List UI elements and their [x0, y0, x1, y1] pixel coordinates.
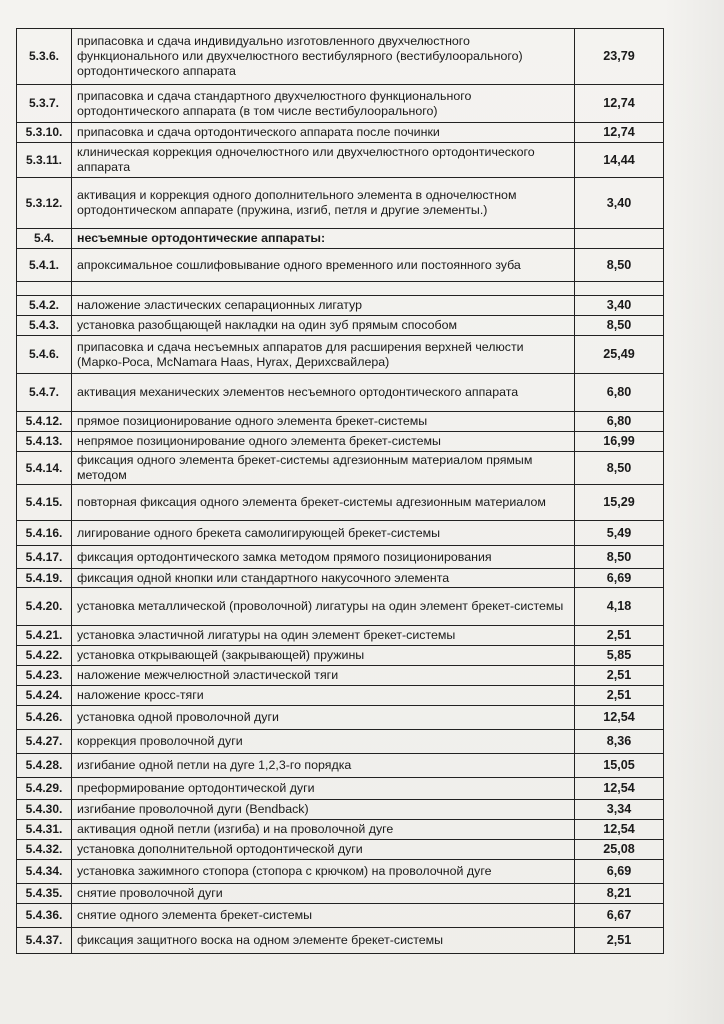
table-row — [17, 521, 664, 546]
row-description: преформирование ортодонтической дуги — [72, 778, 575, 800]
row-description: активация одной петли (изгиба) и на проволочной дуге — [72, 820, 575, 840]
row-description: установка эластичной лигатуры на один элемент брекет-системы — [72, 626, 575, 646]
row-description: установка разобщающей накладки на один зуб прямым способом — [72, 316, 575, 336]
table-row — [17, 178, 664, 229]
row-description: установка дополнительной ортодонтической дуги — [72, 840, 575, 860]
row-price: 25,49 — [575, 336, 664, 374]
row-code: 5.4.23. — [17, 666, 72, 686]
row-code: 5.4.12. — [17, 412, 72, 432]
row-code: 5.4.13. — [17, 432, 72, 452]
table-row — [17, 588, 664, 626]
table-row — [17, 730, 664, 754]
row-code: 5.4. — [17, 229, 72, 249]
row-code: 5.4.7. — [17, 374, 72, 412]
row-description: наложение кросс-тяги — [72, 686, 575, 706]
price-table-body — [17, 29, 664, 954]
row-code: 5.4.27. — [17, 730, 72, 754]
row-description: наложение эластических сепарационных лигатур — [72, 296, 575, 316]
table-row — [17, 123, 664, 143]
row-price: 5,49 — [575, 521, 664, 546]
table-row — [17, 778, 664, 800]
row-description: установка металлической (проволочной) лигатуры на один элемент брекет-системы — [72, 588, 575, 626]
row-price: 12,74 — [575, 85, 664, 123]
row-price: 5,85 — [575, 646, 664, 666]
row-price: 8,50 — [575, 546, 664, 569]
table-row — [17, 884, 664, 904]
row-code: 5.4.21. — [17, 626, 72, 646]
table-row — [17, 820, 664, 840]
row-price: 3,34 — [575, 800, 664, 820]
row-price: 8,36 — [575, 730, 664, 754]
table-row — [17, 249, 664, 282]
row-code: 5.4.19. — [17, 569, 72, 588]
row-price: 6,80 — [575, 412, 664, 432]
row-price — [575, 282, 664, 296]
row-description: активация и коррекция одного дополнительного элемента в одночелюстном ортодонтическом аппарате (пружина, изгиб, петля и другие элементы.) — [72, 178, 575, 229]
row-price: 3,40 — [575, 296, 664, 316]
row-description: изгибание одной петли на дуге 1,2,3-го порядка — [72, 754, 575, 778]
row-description: установка одной проволочной дуги — [72, 706, 575, 730]
row-price: 12,74 — [575, 123, 664, 143]
row-code: 5.4.28. — [17, 754, 72, 778]
row-code: 5.3.12. — [17, 178, 72, 229]
row-description: клиническая коррекция одночелюстного или двухчелюстного ортодонтического аппарата — [72, 143, 575, 178]
table-row — [17, 336, 664, 374]
table-row — [17, 666, 664, 686]
row-description: непрямое позиционирование одного элемента брекет-системы — [72, 432, 575, 452]
row-description: припасовка и сдача стандартного двухчелюстного функционального ортодонтического аппарата (в том числе вестибулоорального) — [72, 85, 575, 123]
row-code: 5.4.6. — [17, 336, 72, 374]
table-row-empty — [17, 282, 664, 296]
table-row — [17, 800, 664, 820]
row-description: снятие проволочной дуги — [72, 884, 575, 904]
row-description: припасовка и сдача ортодонтического аппарата после починки — [72, 123, 575, 143]
row-code: 5.4.3. — [17, 316, 72, 336]
table-row — [17, 452, 664, 485]
row-price: 8,21 — [575, 884, 664, 904]
row-description: наложение межчелюстной эластической тяги — [72, 666, 575, 686]
row-price: 4,18 — [575, 588, 664, 626]
row-description: установка зажимного стопора (стопора с крючком) на проволочной дуге — [72, 860, 575, 884]
table-row — [17, 432, 664, 452]
table-row — [17, 412, 664, 432]
row-price: 8,50 — [575, 316, 664, 336]
row-code: 5.3.6. — [17, 29, 72, 85]
section-heading: несъемные ортодонтические аппараты: — [72, 229, 575, 249]
table-row — [17, 840, 664, 860]
row-price: 3,40 — [575, 178, 664, 229]
row-code: 5.4.36. — [17, 904, 72, 928]
row-description: фиксация ортодонтического замка методом прямого позиционирования — [72, 546, 575, 569]
table-row — [17, 143, 664, 178]
row-code: 5.4.32. — [17, 840, 72, 860]
paper-edge-shadow — [664, 0, 724, 1024]
row-price — [575, 229, 664, 249]
row-price: 2,51 — [575, 686, 664, 706]
table-row — [17, 626, 664, 646]
row-code: 5.4.30. — [17, 800, 72, 820]
row-code: 5.4.35. — [17, 884, 72, 904]
row-description: фиксация одного элемента брекет-системы адгезионным материалом прямым методом — [72, 452, 575, 485]
row-price: 23,79 — [575, 29, 664, 85]
row-code: 5.4.31. — [17, 820, 72, 840]
row-price: 6,67 — [575, 904, 664, 928]
table-row — [17, 904, 664, 928]
table-row — [17, 928, 664, 954]
row-code: 5.4.2. — [17, 296, 72, 316]
table-row — [17, 860, 664, 884]
row-price: 2,51 — [575, 928, 664, 954]
row-description: снятие одного элемента брекет-системы — [72, 904, 575, 928]
table-row — [17, 374, 664, 412]
row-code: 5.3.7. — [17, 85, 72, 123]
table-row — [17, 569, 664, 588]
table-row — [17, 706, 664, 730]
row-price: 6,80 — [575, 374, 664, 412]
row-code: 5.4.20. — [17, 588, 72, 626]
row-price: 15,05 — [575, 754, 664, 778]
row-description: лигирование одного брекета самолигирующей брекет-системы — [72, 521, 575, 546]
row-description: фиксация защитного воска на одном элементе брекет-системы — [72, 928, 575, 954]
table-row — [17, 29, 664, 85]
row-price: 8,50 — [575, 452, 664, 485]
price-table — [16, 28, 664, 954]
row-description — [72, 282, 575, 296]
row-price: 8,50 — [575, 249, 664, 282]
row-description: апроксимальное сошлифовывание одного временного или постоянного зуба — [72, 249, 575, 282]
table-row-section — [17, 229, 664, 249]
row-code — [17, 282, 72, 296]
table-row — [17, 85, 664, 123]
row-price: 15,29 — [575, 485, 664, 521]
row-description: изгибание проволочной дуги (Bendback) — [72, 800, 575, 820]
row-code: 5.4.14. — [17, 452, 72, 485]
row-description: фиксация одной кнопки или стандартного накусочного элемента — [72, 569, 575, 588]
row-price: 14,44 — [575, 143, 664, 178]
row-code: 5.4.17. — [17, 546, 72, 569]
row-code: 5.4.22. — [17, 646, 72, 666]
row-code: 5.3.11. — [17, 143, 72, 178]
table-row — [17, 686, 664, 706]
row-price: 12,54 — [575, 706, 664, 730]
row-description: прямое позиционирование одного элемента брекет-системы — [72, 412, 575, 432]
row-description: установка открывающей (закрывающей) пружины — [72, 646, 575, 666]
row-price: 12,54 — [575, 778, 664, 800]
row-price: 6,69 — [575, 860, 664, 884]
row-price: 16,99 — [575, 432, 664, 452]
row-description: припасовка и сдача несъемных аппаратов для расширения верхней челюсти (Марко-Роса, McNamara Haas, Hyrax, Дерихсвайлера) — [72, 336, 575, 374]
row-price: 6,69 — [575, 569, 664, 588]
row-description: повторная фиксация одного элемента брекет-системы адгезионным материалом — [72, 485, 575, 521]
row-description: активация механических элементов несъемного ортодонтического аппарата — [72, 374, 575, 412]
row-code: 5.4.26. — [17, 706, 72, 730]
table-row — [17, 296, 664, 316]
row-code: 5.3.10. — [17, 123, 72, 143]
row-price: 2,51 — [575, 666, 664, 686]
row-code: 5.4.16. — [17, 521, 72, 546]
row-code: 5.4.37. — [17, 928, 72, 954]
row-code: 5.4.24. — [17, 686, 72, 706]
table-row — [17, 316, 664, 336]
row-code: 5.4.15. — [17, 485, 72, 521]
table-row — [17, 485, 664, 521]
table-row — [17, 546, 664, 569]
row-price: 2,51 — [575, 626, 664, 646]
row-description: припасовка и сдача индивидуально изготовленного двухчелюстного функционального или двухчелюстного вестибулярного (вестибулоорального) ортодонтического аппарата — [72, 29, 575, 85]
row-code: 5.4.29. — [17, 778, 72, 800]
row-price: 25,08 — [575, 840, 664, 860]
row-code: 5.4.34. — [17, 860, 72, 884]
table-row — [17, 646, 664, 666]
row-code: 5.4.1. — [17, 249, 72, 282]
row-price: 12,54 — [575, 820, 664, 840]
row-description: коррекция проволочной дуги — [72, 730, 575, 754]
table-row — [17, 754, 664, 778]
